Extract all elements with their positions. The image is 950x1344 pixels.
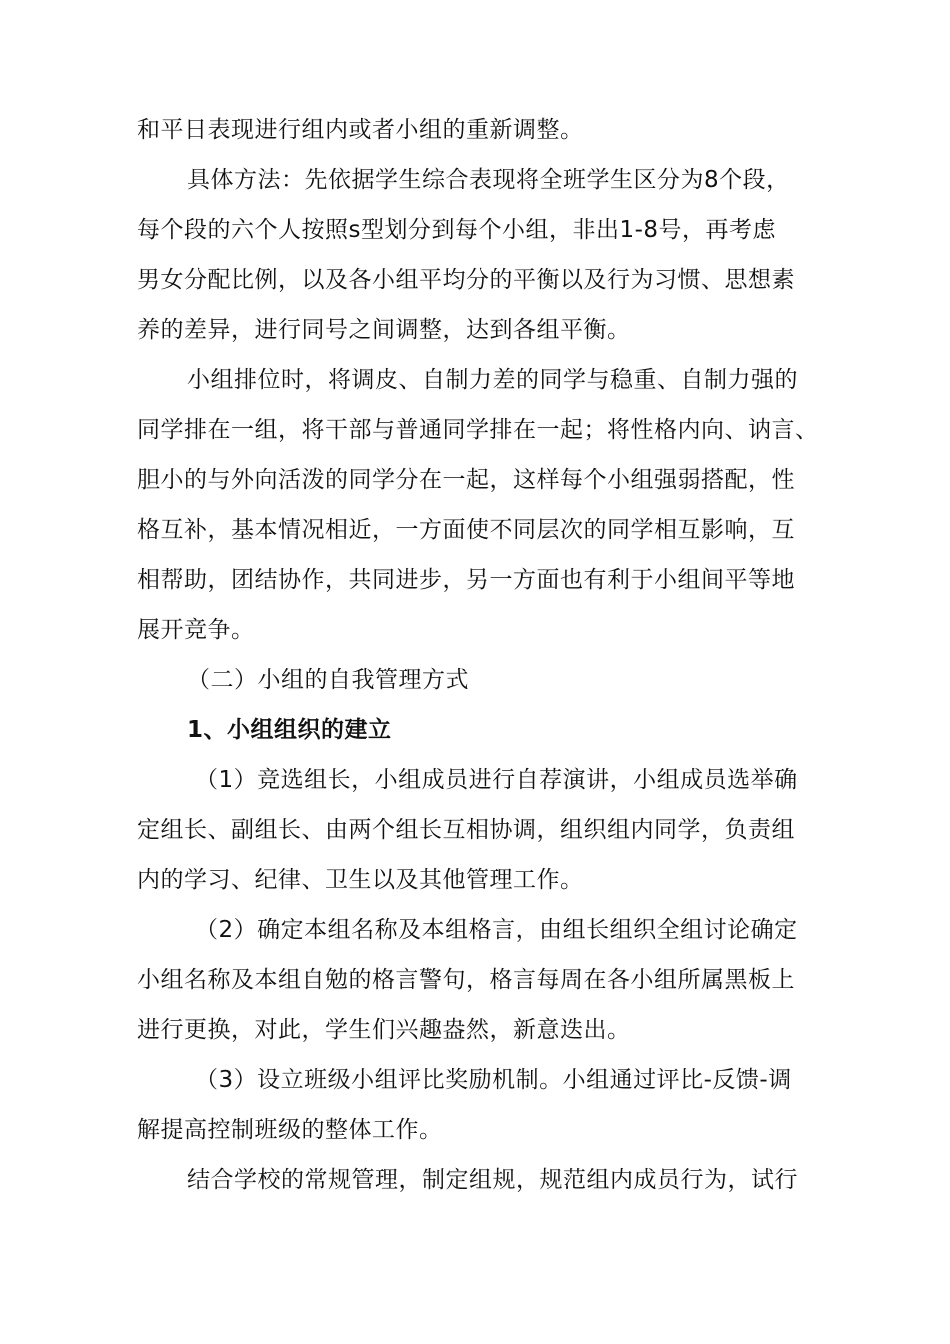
text-line: 内的学习、纪律、卫生以及其他管理工作。: [137, 867, 584, 893]
text-line: 进行更换，对此，学生们兴趣盎然，新意迭出。: [137, 1017, 631, 1043]
text-line: 男女分配比例，以及各小组平均分的平衡以及行为习惯、思想素: [137, 267, 795, 293]
item-1-line: （1）竞选组长，小组成员进行自荐演讲，小组成员选举确: [195, 767, 798, 793]
text-line: 解提高控制班级的整体工作。: [137, 1117, 443, 1143]
text-line: 每个段的六个人按照s型划分到每个小组，非出1-8号，再考虑: [137, 217, 777, 243]
text-line: 养的差异，进行同号之间调整，达到各组平衡。: [137, 317, 631, 343]
text-line: 小组名称及本组自勉的格言警句，格言每周在各小组所属黑板上: [137, 967, 795, 993]
text-line: 展开竞争。: [137, 617, 255, 643]
text-line: 定组长、副组长、由两个组长互相协调，组织组内同学，负责组: [137, 817, 795, 843]
section-heading: （二）小组的自我管理方式: [187, 667, 469, 693]
text-line: 同学排在一组，将干部与普通同学排在一起；将性格内向、讷言、: [137, 417, 819, 443]
text-line: 格互补，基本情况相近，一方面使不同层次的同学相互影响，互: [137, 517, 795, 543]
item-2-line: （2）确定本组名称及本组格言，由组长组织全组讨论确定: [195, 917, 798, 943]
paragraph-seating-line: 小组排位时，将调皮、自制力差的同学与稳重、自制力强的: [187, 367, 798, 393]
text-line: 和平日表现进行组内或者小组的重新调整。: [137, 117, 584, 143]
paragraph-method-line: 具体方法：先依据学生综合表现将全班学生区分为8个段，: [187, 167, 790, 193]
text-line: 相帮助，团结协作，共同进步，另一方面也有利于小组间平等地: [137, 567, 795, 593]
paragraph-rules-line: 结合学校的常规管理，制定组规，规范组内成员行为，试行: [187, 1167, 798, 1193]
subsection-heading: 1、小组组织的建立: [187, 717, 392, 743]
item-3-line: （3）设立班级小组评比奖励机制。小组通过评比-反馈-调: [195, 1067, 792, 1093]
text-line: 胆小的与外向活泼的同学分在一起，这样每个小组强弱搭配，性: [137, 467, 795, 493]
